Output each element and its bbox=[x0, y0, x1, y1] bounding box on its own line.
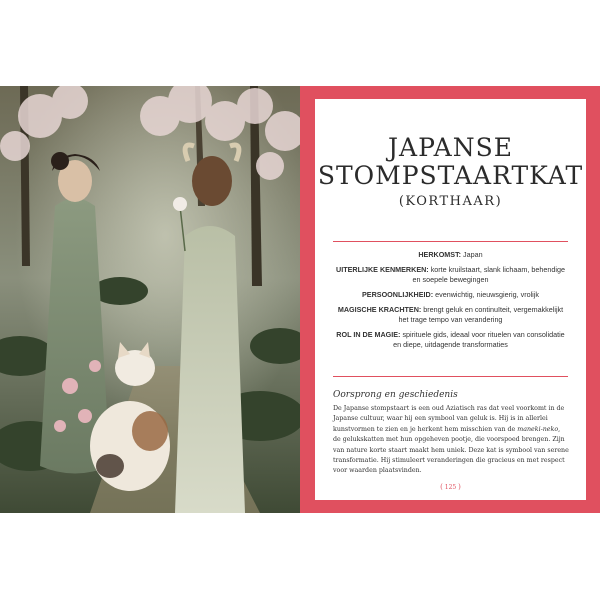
fact-magic-powers bbox=[333, 305, 568, 325]
fact-label: PERSOONLIJKHEID: bbox=[362, 290, 434, 299]
fact-label: MAGISCHE KRACHTEN: bbox=[337, 305, 422, 314]
page-number-value: 125 bbox=[444, 484, 457, 491]
section-heading: Oorsprong en geschiedenis bbox=[333, 390, 458, 400]
illustration-page bbox=[0, 86, 300, 513]
subtitle: (KORTHAAR) bbox=[398, 194, 503, 209]
fact-text: Japan bbox=[461, 250, 483, 259]
facts-list bbox=[333, 250, 568, 355]
left-bracket-icon: ( bbox=[440, 483, 443, 491]
fact-magic-role bbox=[333, 330, 568, 350]
divider-bottom bbox=[333, 376, 568, 377]
fact-appearance bbox=[333, 265, 568, 285]
page-number bbox=[315, 483, 586, 491]
fact-label: ROL IN DE MAGIE: bbox=[336, 330, 401, 339]
fact-personality bbox=[333, 290, 568, 300]
fact-label: UITERLIJKE KENMERKEN: bbox=[336, 265, 429, 274]
text-panel bbox=[315, 99, 586, 500]
text-page bbox=[300, 86, 600, 513]
fact-text: brengt geluk en continuïteit, vergemakkelijkt het trage tempo van verandering bbox=[398, 305, 564, 324]
fact-label: HERKOMST: bbox=[418, 250, 462, 259]
fact-origin bbox=[333, 250, 568, 260]
divider-top bbox=[333, 241, 568, 242]
fact-text: korte kruilstaart, slank lichaam, behendige en soepele bewegingen bbox=[412, 265, 565, 284]
body-paragraph bbox=[333, 404, 569, 477]
fact-text: spirituele gids, ideaal voor rituelen van consolidatie en diepe, uitdagende transformaties bbox=[393, 330, 565, 349]
illustration bbox=[0, 86, 300, 513]
body-text-end: , de gelukskatten met hun opgeheven pootje, die voorspoed brengen. Zijn van nature korte staart maakt hem uniek. Deze kat is symbool van serene transformatie. Hij stimuleert veranderingen die gracieus en met respect voor waarden plaatsvinden. bbox=[333, 425, 569, 475]
body-text-italic: maneki-neko bbox=[517, 425, 559, 433]
book-spread bbox=[0, 86, 600, 513]
page-title bbox=[315, 134, 586, 190]
title-line-2: STOMPSTAARTKAT bbox=[317, 161, 584, 190]
body-text-start: De Japanse stompstaart is een oud Aziatisch ras dat veel voorkomt in de Japanse cultuur, waar hij een symbool van geluk is. Hij is in allerlei kunstvormen te zien en je herkent hem misschien van de bbox=[333, 405, 565, 433]
title-line-1: JAPANSE bbox=[388, 133, 513, 162]
right-bracket-icon: ) bbox=[458, 483, 461, 491]
fact-text: evenwichtig, nieuwsgierig, vrolijk bbox=[433, 290, 539, 299]
